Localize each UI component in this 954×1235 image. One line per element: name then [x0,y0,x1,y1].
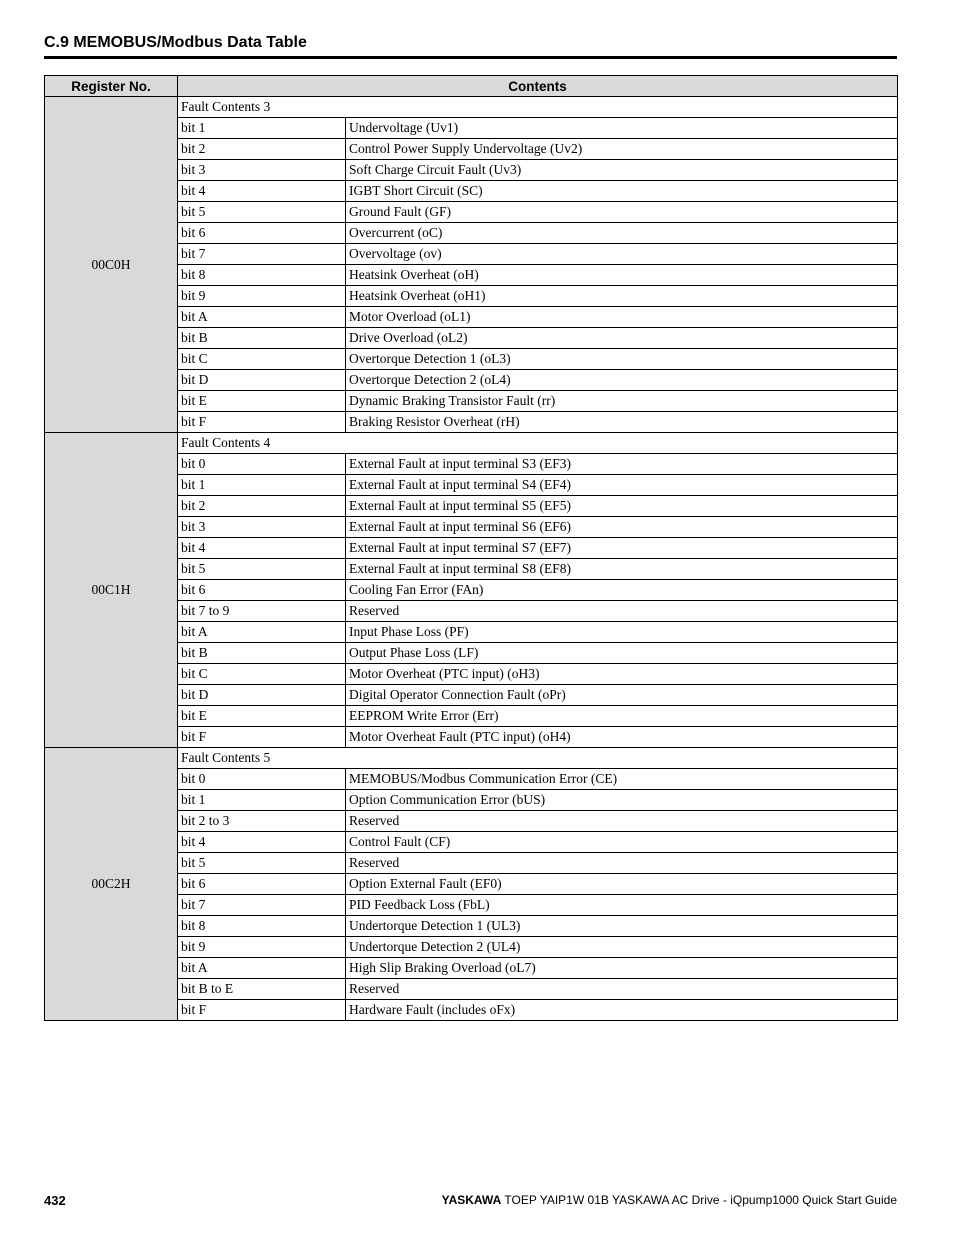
bit-cell: bit 0 [178,769,346,790]
column-header-contents: Contents [178,76,898,97]
description-cell: High Slip Braking Overload (oL7) [346,958,898,979]
bit-cell: bit 5 [178,853,346,874]
description-cell: External Fault at input terminal S4 (EF4) [346,475,898,496]
group-title: Fault Contents 5 [178,748,898,769]
description-cell: Reserved [346,601,898,622]
description-cell: Output Phase Loss (LF) [346,643,898,664]
description-cell: Drive Overload (oL2) [346,328,898,349]
bit-cell: bit 7 [178,895,346,916]
description-cell: Soft Charge Circuit Fault (Uv3) [346,160,898,181]
bit-cell: bit 2 [178,139,346,160]
description-cell: Heatsink Overheat (oH) [346,265,898,286]
bit-cell: bit A [178,307,346,328]
description-cell: Undertorque Detection 2 (UL4) [346,937,898,958]
bit-cell: bit A [178,958,346,979]
description-cell: Motor Overheat (PTC input) (oH3) [346,664,898,685]
bit-cell: bit B [178,328,346,349]
bit-cell: bit 4 [178,538,346,559]
register-number: 00C0H [45,97,178,433]
table-header-row [45,76,898,97]
bit-cell: bit F [178,727,346,748]
description-cell: PID Feedback Loss (FbL) [346,895,898,916]
description-cell: External Fault at input terminal S7 (EF7) [346,538,898,559]
description-cell: Control Fault (CF) [346,832,898,853]
description-cell: External Fault at input terminal S3 (EF3) [346,454,898,475]
description-cell: External Fault at input terminal S5 (EF5) [346,496,898,517]
bit-cell: bit 4 [178,181,346,202]
register-number: 00C1H [45,433,178,748]
bit-cell: bit A [178,622,346,643]
bit-cell: bit 9 [178,286,346,307]
description-cell: Dynamic Braking Transistor Fault (rr) [346,391,898,412]
bit-cell: bit 8 [178,265,346,286]
table-body [45,97,898,1021]
description-cell: Overtorque Detection 2 (oL4) [346,370,898,391]
description-cell: Hardware Fault (includes oFx) [346,1000,898,1021]
modbus-data-table [44,75,898,1021]
bit-cell: bit 5 [178,559,346,580]
description-cell: Braking Resistor Overheat (rH) [346,412,898,433]
description-cell: MEMOBUS/Modbus Communication Error (CE) [346,769,898,790]
bit-cell: bit 8 [178,916,346,937]
description-cell: Reserved [346,811,898,832]
bit-cell: bit D [178,685,346,706]
section-title: C.9 MEMOBUS/Modbus Data Table [44,34,897,59]
description-cell: Ground Fault (GF) [346,202,898,223]
description-cell: Reserved [346,979,898,1000]
group-title-row [45,748,898,769]
bit-cell: bit 3 [178,517,346,538]
description-cell: IGBT Short Circuit (SC) [346,181,898,202]
description-cell: Heatsink Overheat (oH1) [346,286,898,307]
bit-cell: bit 2 [178,496,346,517]
bit-cell: bit F [178,412,346,433]
bit-cell: bit C [178,349,346,370]
description-cell: Input Phase Loss (PF) [346,622,898,643]
group-title: Fault Contents 4 [178,433,898,454]
bit-cell: bit 1 [178,475,346,496]
description-cell: Digital Operator Connection Fault (oPr) [346,685,898,706]
bit-cell: bit 2 to 3 [178,811,346,832]
bit-cell: bit 6 [178,580,346,601]
bit-cell: bit F [178,1000,346,1021]
bit-cell: bit 3 [178,160,346,181]
description-cell: External Fault at input terminal S6 (EF6) [346,517,898,538]
bit-cell: bit B [178,643,346,664]
bit-cell: bit B to E [178,979,346,1000]
bit-cell: bit 6 [178,223,346,244]
brand-name: YASKAWA [441,1193,502,1207]
description-cell: Overtorque Detection 1 (oL3) [346,349,898,370]
bit-cell: bit 5 [178,202,346,223]
description-cell: Overcurrent (oC) [346,223,898,244]
bit-cell: bit 0 [178,454,346,475]
description-cell: Motor Overload (oL1) [346,307,898,328]
bit-cell: bit E [178,706,346,727]
bit-cell: bit 1 [178,118,346,139]
description-cell: Reserved [346,853,898,874]
page-number: 432 [44,1193,66,1208]
group-title: Fault Contents 3 [178,97,898,118]
description-cell: Option Communication Error (bUS) [346,790,898,811]
bit-cell: bit C [178,664,346,685]
bit-cell: bit 7 [178,244,346,265]
description-cell: Overvoltage (ov) [346,244,898,265]
description-cell: External Fault at input terminal S8 (EF8) [346,559,898,580]
bit-cell: bit 1 [178,790,346,811]
group-title-row [45,433,898,454]
bit-cell: bit 7 to 9 [178,601,346,622]
document-title: TOEP YAIP1W 01B YASKAWA AC Drive - iQpump1000 Quick Start Guide [504,1193,897,1207]
description-cell: Undertorque Detection 1 (UL3) [346,916,898,937]
bit-cell: bit 4 [178,832,346,853]
column-header-register: Register No. [45,76,178,97]
description-cell: Cooling Fan Error (FAn) [346,580,898,601]
bit-cell: bit 9 [178,937,346,958]
description-cell: Motor Overheat Fault (PTC input) (oH4) [346,727,898,748]
description-cell: Undervoltage (Uv1) [346,118,898,139]
description-cell: EEPROM Write Error (Err) [346,706,898,727]
bit-cell: bit D [178,370,346,391]
description-cell: Option External Fault (EF0) [346,874,898,895]
bit-cell: bit 6 [178,874,346,895]
bit-cell: bit E [178,391,346,412]
description-cell: Control Power Supply Undervoltage (Uv2) [346,139,898,160]
group-title-row [45,97,898,118]
document-reference [442,1193,897,1207]
register-number: 00C2H [45,748,178,1021]
